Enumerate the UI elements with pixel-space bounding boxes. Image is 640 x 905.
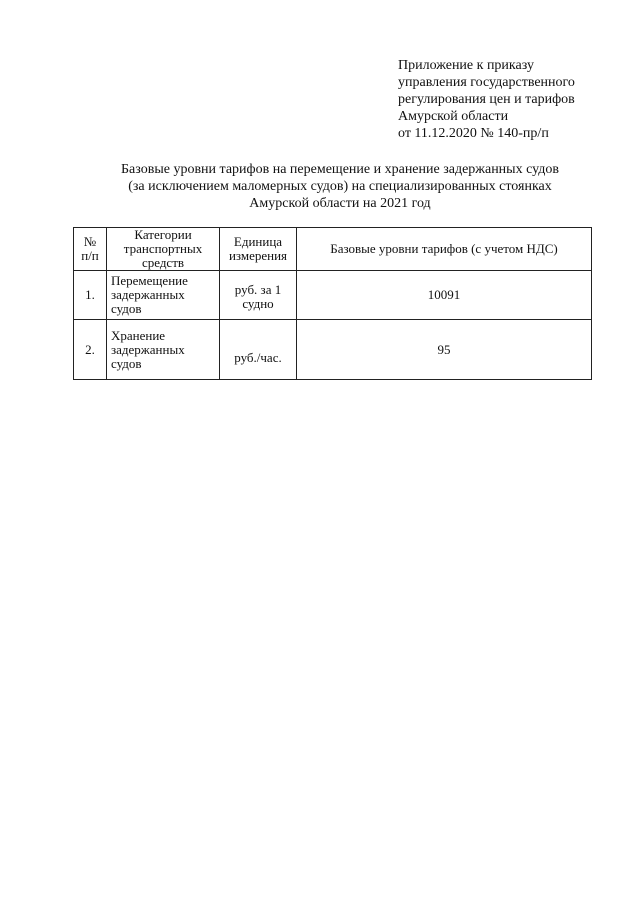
header-category-line: Категории [134,227,192,242]
document-title [80,161,600,212]
table-row [74,320,592,380]
appendix-line: управления государственного [398,75,575,90]
unit-line: судно [242,296,274,311]
category-line: задержанных [111,341,185,357]
header-category [107,228,220,271]
header-unit [220,228,297,271]
row-unit [220,320,297,380]
row-unit [220,271,297,320]
header-num [74,228,107,271]
row-tariff: 10091 [297,271,592,320]
header-unit-line: Единица [233,234,283,249]
row-tariff: 95 [297,320,592,380]
header-num-line: п/п [81,248,99,263]
category-line: задержанных [111,287,185,302]
unit-line: руб./час. [234,349,282,365]
row-num: 1. [74,271,107,320]
header-tariff: Базовые уровни тарифов (с учетом НДС) [297,228,592,271]
title-line: Базовые уровни тарифов на перемещение и хранение задержанных судов [121,162,559,177]
appendix-line: регулирования цен и тарифов [398,92,575,107]
category-line: судов [111,301,142,316]
tariff-table [73,227,592,380]
table-row [74,271,592,320]
appendix-line: Амурской области [398,109,509,124]
header-category-line: транспортных [123,241,203,256]
header-unit-line: измерения [228,248,288,263]
row-category [107,271,220,320]
appendix-note [398,57,575,142]
category-line: Хранение [111,327,166,343]
category-line: судов [111,355,142,371]
row-num: 2. [74,320,107,380]
header-num-line: № [83,234,97,249]
category-line: Перемещение [111,273,188,288]
title-line: Амурской области на 2021 год [249,196,431,211]
row-category [107,320,220,380]
table-header-row [74,228,592,271]
appendix-line: Приложение к приказу [398,58,534,73]
title-line: (за исключением маломерных судов) на специализированных стоянках [128,179,552,194]
unit-line: руб. за 1 [234,282,282,297]
appendix-line: от 11.12.2020 № 140-пр/п [398,126,549,141]
header-category-line: средств [141,255,185,270]
